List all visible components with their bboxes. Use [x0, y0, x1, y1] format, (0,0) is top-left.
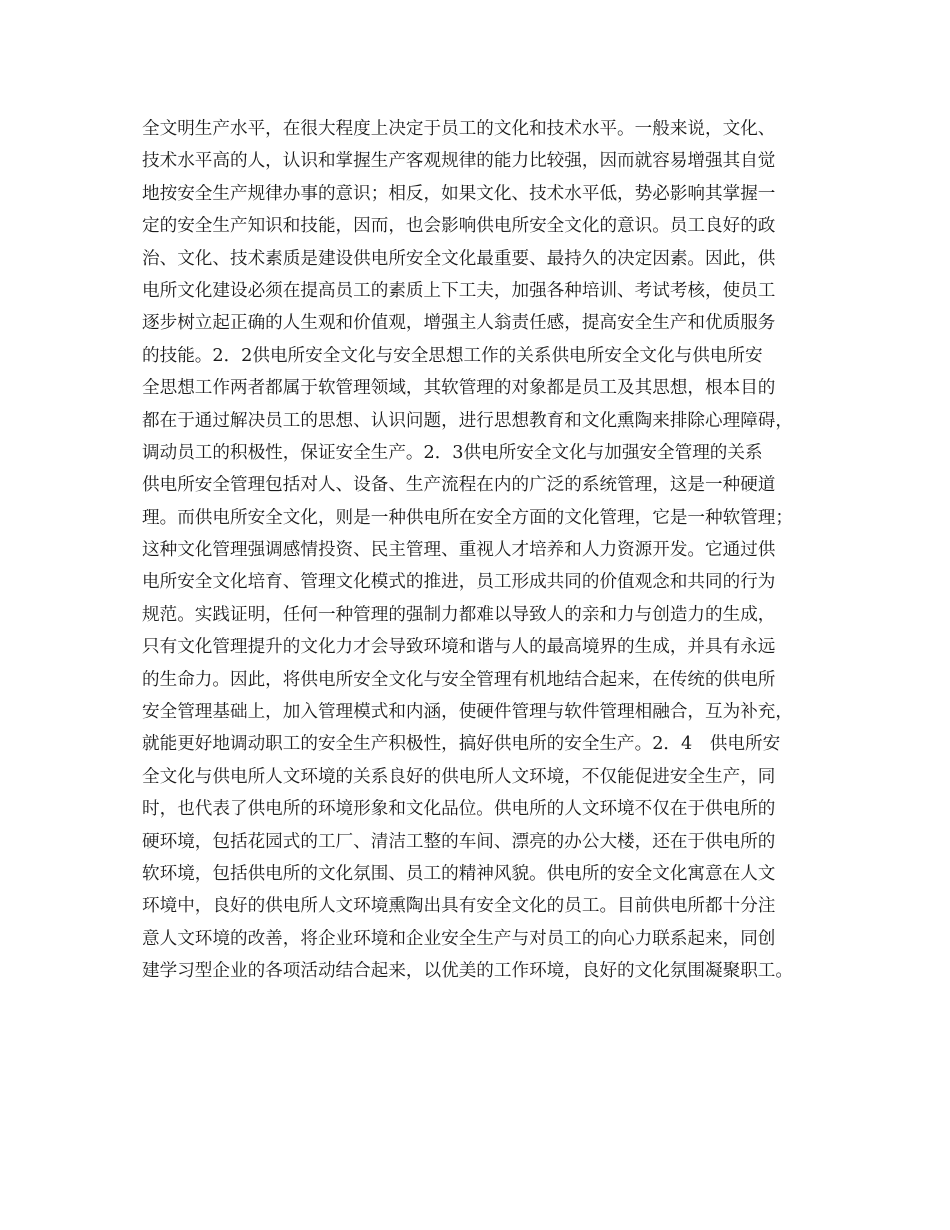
text-line: 规范。实践证明，任何一种管理的强制力都难以导致人的亲和力与创造力的生成， [142, 604, 776, 625]
text-line: 逐步树立起正确的人生观和价值观，增强主人翁责任感，提高安全生产和优质服务 [142, 313, 776, 334]
text-line: 意人文环境的改善，将企业环境和企业安全生产与对员工的向心力联系起来，同创 [142, 928, 776, 949]
text-line: 治、文化、技术素质是建设供电所安全文化最重要、最持久的决定因素。因此，供 [142, 248, 776, 269]
text-line: 全思想工作两者都属于软管理领域，其软管理的对象都是员工及其思想，根本目的 [142, 378, 776, 399]
text-line: 软环境，包括供电所的文化氛围、员工的精神风貌。供电所的安全文化寓意在人文 [142, 863, 776, 884]
text-line: 全文化与供电所人文环境的关系良好的供电所人文环境，不仅能促进安全生产，同 [142, 766, 776, 787]
text-line: 建学习型企业的各项活动结合起来，以优美的工作环境，良好的文化氛围凝聚职工。 [142, 961, 793, 982]
text-line: 调动员工的积极性，保证安全生产。2．3供电所安全文化与加强安全管理的关系 [142, 442, 763, 463]
text-line: 都在于通过解决员工的思想、认识问题，进行思想教育和文化熏陶来排除心理障碍， [142, 410, 793, 431]
body-text [142, 113, 832, 988]
text-line: 定的安全生产知识和技能，因而，也会影响供电所安全文化的意识。员工良好的政 [142, 216, 776, 237]
text-line: 全文明生产水平，在很大程度上决定于员工的文化和技术水平。一般来说，文化、 [142, 119, 776, 139]
text-line: 时，也代表了供电所的环境形象和文化品位。供电所的人文环境不仅在于供电所的 [142, 799, 776, 820]
text-line: 这种文化管理强调感情投资、民主管理、重视人才培养和人力资源开发。它通过供 [142, 540, 776, 561]
text-line: 安全管理基础上，加入管理模式和内涵，使硬件管理与软件管理相融合，互为补充， [142, 702, 793, 723]
text-line: 地按安全生产规律办事的意识；相反，如果文化、技术水平低，势必影响其掌握一 [142, 183, 776, 204]
text-line: 就能更好地调动职工的安全生产积极性，搞好供电所的安全生产。2．4 供电所安 [142, 734, 781, 755]
text-line: 只有文化管理提升的文化力才会导致环境和谐与人的最高境界的生成，并具有永远 [142, 637, 776, 658]
text-line: 电所文化建设必须在提高员工的素质上下工夫，加强各种培训、考试考核，使员工 [142, 280, 776, 301]
text-line: 的生命力。因此，将供电所安全文化与安全管理有机地结合起来，在传统的供电所 [142, 669, 776, 690]
text-line: 硬环境，包括花园式的工厂、清洁工整的车间、漂亮的办公大楼，还在于供电所的 [142, 831, 776, 852]
text-line: 理。而供电所安全文化，则是一种供电所在安全方面的文化管理，它是一种软管理； [142, 507, 793, 528]
text-line: 技术水平高的人，认识和掌握生产客观规律的能力比较强，因而就容易增强其自觉 [142, 151, 776, 172]
text-line: 环境中，良好的供电所人文环境熏陶出具有安全文化的员工。目前供电所都十分注 [142, 896, 776, 917]
text-line: 电所安全文化培育、管理文化模式的推进，员工形成共同的价值观念和共同的行为 [142, 572, 776, 593]
text-line: 的技能。2．2供电所安全文化与安全思想工作的关系供电所安全文化与供电所安 [142, 345, 763, 366]
text-line: 供电所安全管理包括对人、设备、生产流程在内的广泛的系统管理，这是一种硬道 [142, 475, 776, 496]
